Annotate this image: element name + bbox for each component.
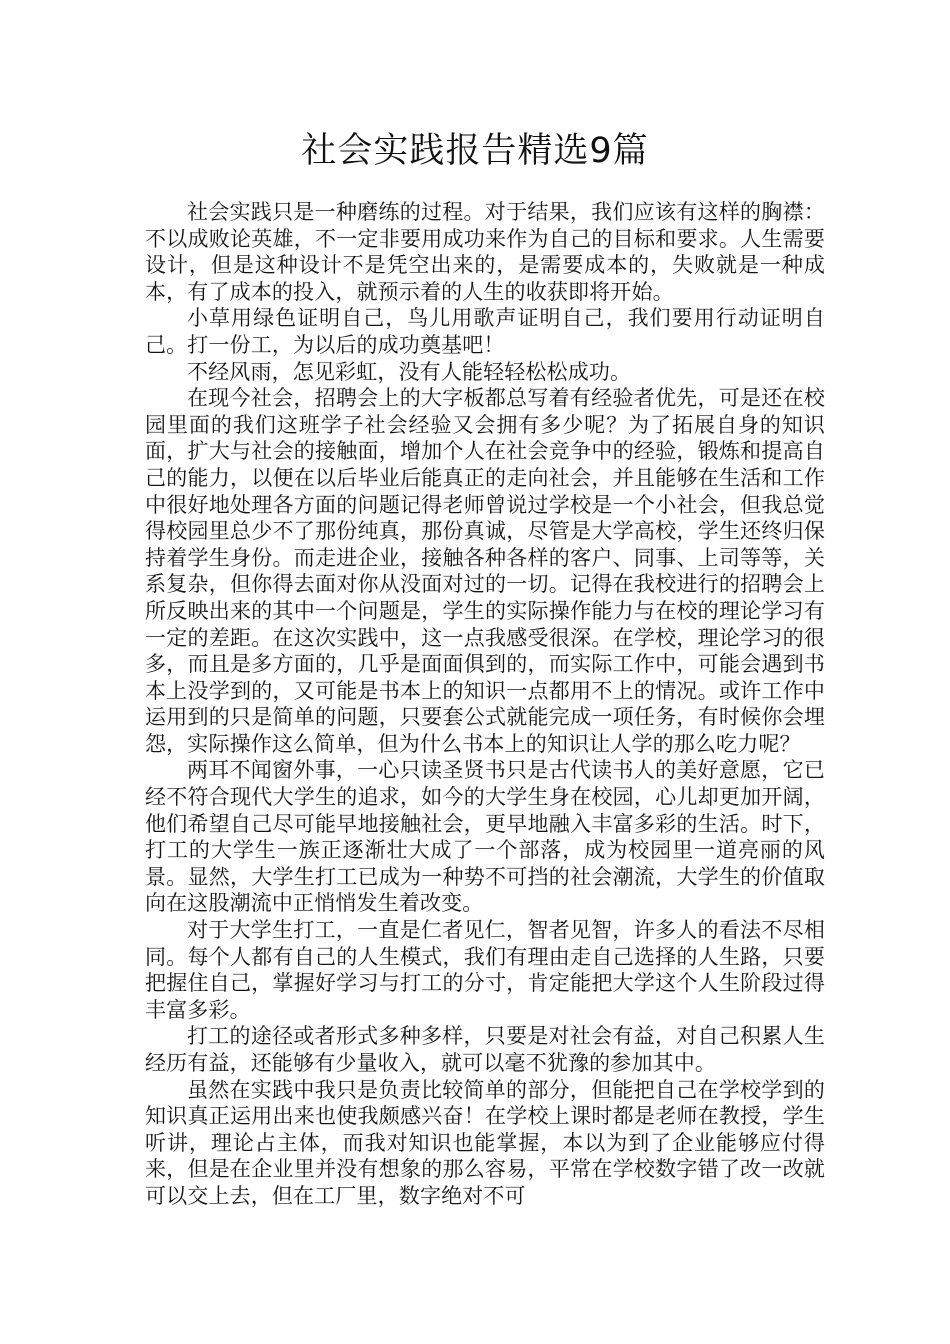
paragraph-3: 不经风雨，怎见彩虹，没有人能轻轻松松成功。 bbox=[187, 359, 632, 384]
paragraph-8: 虽然在实践中我只是负责比较简单的部分，但能把自己在学校学到的知识真正运用出来也使我颇感兴奋！在学校上课时都是老师在教授，学生听讲，理论占主体，而我对知识也能掌握，本以为到了企业能够应付得来，但是在企业里并没有想象的那么容易，平常在学校数字错了改一改就可以交上去，但在工厂里，数字绝对不可 bbox=[145, 1077, 825, 1208]
document-title: 社会实践报告精选9篇 bbox=[301, 131, 649, 171]
paragraph-7: 打工的途径或者形式多种多样，只要是对社会有益，对自己积累人生经历有益，还能够有少量收入，就可以毫不犹豫的参加其中。 bbox=[145, 1024, 825, 1075]
paragraph-5: 两耳不闻窗外事，一心只读圣贤书只是古代读书人的美好意愿，它已经不符合现代大学生的追求，如今的大学生身在校园，心儿却更加开阔，他们希望自己尽可能早地接触社会，更早地融入丰富多彩的生活。时下，打工的大学生一族正逐渐壮大成了一个部落，成为校园里一道亮丽的风景。显然，大学生打工已成为一种势不可挡的社会潮流，大学生的价值取向在这股潮流中正悄悄发生着改变。 bbox=[145, 758, 825, 916]
paragraph-2: 小草用绿色证明自己，鸟儿用歌声证明自己，我们要用行动证明自己。打一份工，为以后的成功奠基吧！ bbox=[145, 306, 825, 357]
document-body bbox=[145, 199, 825, 1210]
paragraph-6: 对于大学生打工，一直是仁者见仁，智者见智，许多人的看法不尽相同。每个人都有自己的人生模式，我们有理由走自己选择的人生路，只要把握住自己，掌握好学习与打工的分寸，肯定能把大学这个人生阶段过得丰富多彩。 bbox=[145, 918, 825, 1022]
paragraph-4: 在现今社会，招聘会上的大字板都总写着有经验者优先，可是还在校园里面的我们这班学子社会经验又会拥有多少呢？为了拓展自身的知识面，扩大与社会的接触面，增加个人在社会竞争中的经验，锻炼和提高自己的能力，以便在以后毕业后能真正的走向社会，并且能够在生活和工作中很好地处理各方面的问题记得老师曾说过学校是一个小社会，但我总觉得校园里总少不了那份纯真，那份真诚，尽管是大学高校，学生还终归保持着学生身份。而走进企业，接触各种各样的客户、同事、上司等等，关系复杂，但你得去面对你从没面对过的一切。记得在我校进行的招聘会上所反映出来的其中一个问题是，学生的实际操作能力与在校的理论学习有一定的差距。在这次实践中，这一点我感受很深。在学校，理论学习的很多，而且是多方面的，几乎是面面俱到的，而实际工作中，可能会遇到书本上没学到的，又可能是书本上的知识一点都用不上的情况。或许工作中运用到的只是简单的问题，只要套公式就能完成一项任务，有时候你会埋怨，实际操作这么简单，但为什么书本上的知识让人学的那么吃力呢？ bbox=[145, 386, 825, 756]
paragraph-1: 社会实践只是一种磨练的过程。对于结果，我们应该有这样的胸襟：不以成败论英雄，不一定非要用成功来作为自己的目标和要求。人生需要设计，但是这种设计不是凭空出来的，是需要成本的，失败就是一种成本，有了成本的投入，就预示着的人生的收获即将开始。 bbox=[145, 200, 825, 304]
